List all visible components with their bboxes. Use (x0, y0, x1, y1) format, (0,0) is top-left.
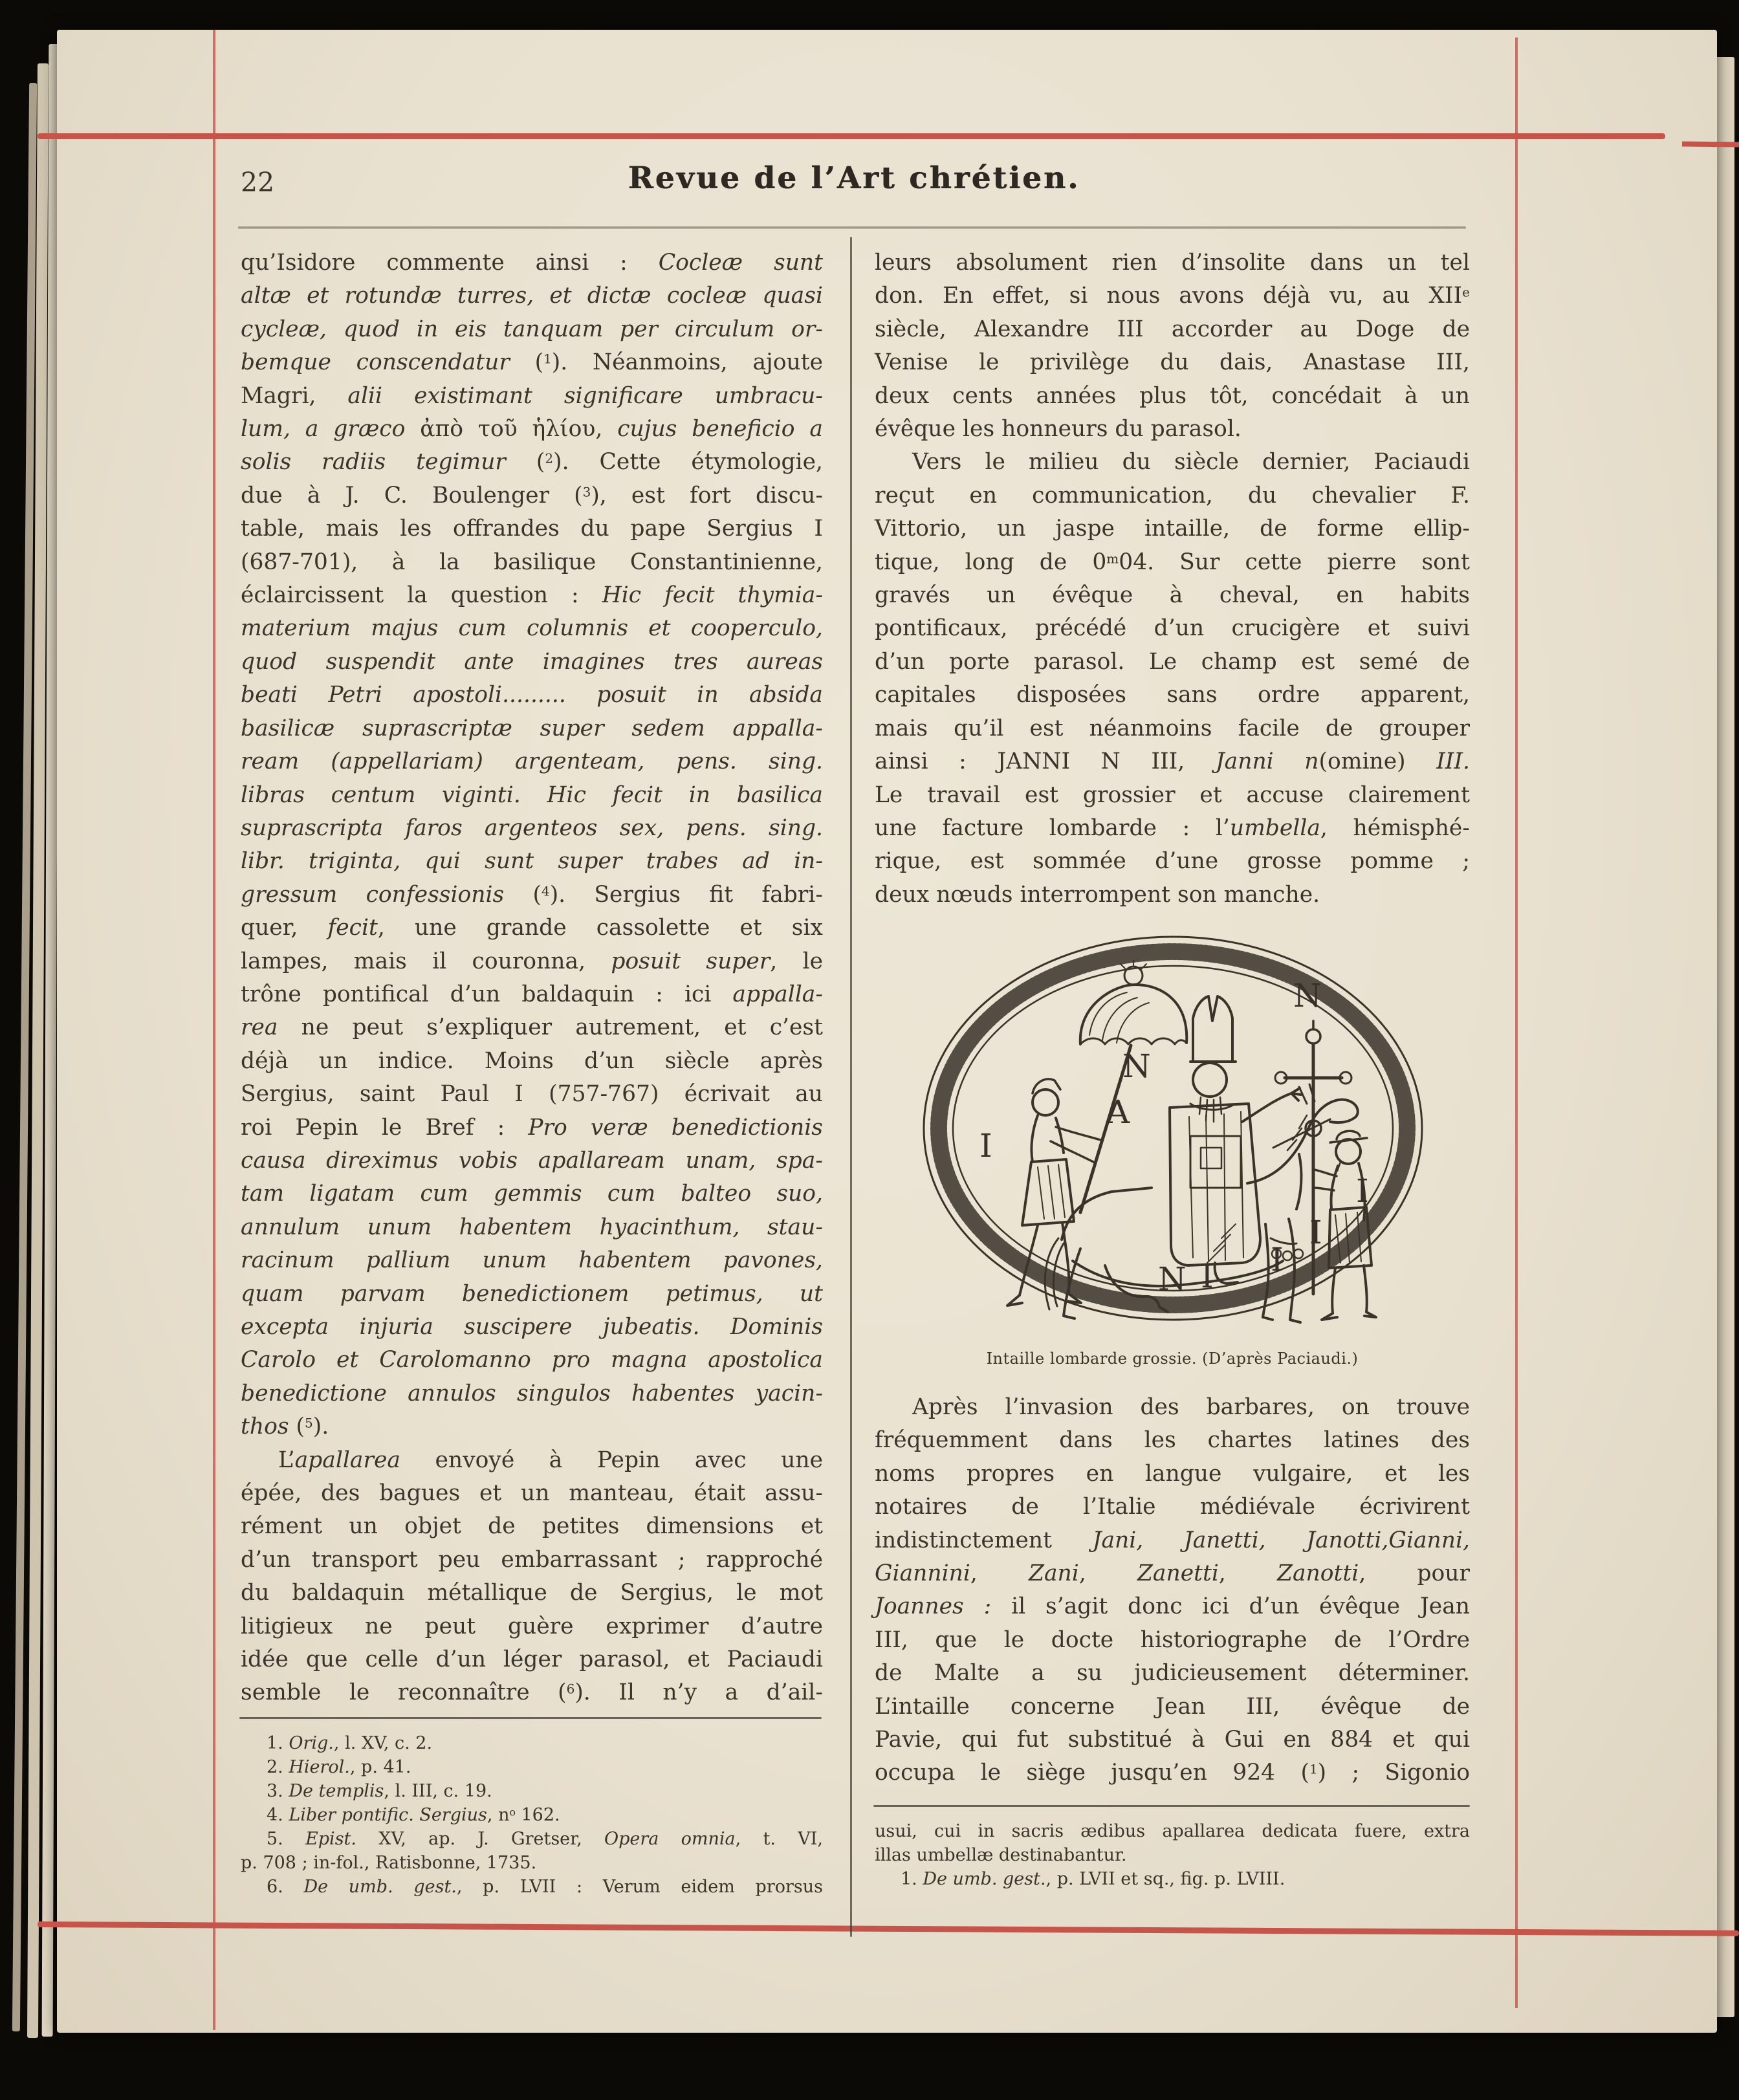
footnote-rule-right (873, 1805, 1470, 1807)
text-line: III, que le docte historiographe de l’Ordre (875, 1626, 1470, 1653)
text-line: ream (appellariam) argenteam, pens. sing. (241, 749, 823, 775)
text-line: leurs absolument rien d’insolite dans un tel (875, 250, 1470, 276)
text-line: altæ et rotundæ turres, et dictæ cocleæ quasi (241, 283, 823, 309)
text-line: 1. Orig., l. XV, c. 2. (267, 1733, 433, 1753)
text-line: pontificaux, précédé d’un crucigère et suivi (875, 615, 1470, 642)
text-line: basilicæ suprascriptæ super sedem appalla- (241, 715, 823, 741)
text-line: 1. De umb. gest., p. LVII et sq., fig. p. LVIII. (901, 1869, 1285, 1889)
text-line: causa direximus vobis apallaream unam, spa- (241, 1147, 823, 1174)
figure-caption: Intaille lombarde grossie. (D’après Paciaudi.) (986, 1350, 1359, 1368)
text-line: déjà un indice. Moins d’un siècle après (241, 1047, 823, 1074)
text-line: mais qu’il est néanmoins facile de grouper (875, 715, 1470, 741)
left-text-column (241, 246, 823, 1710)
text-line: litigieux ne peut guère exprimer d’autre (241, 1613, 823, 1639)
text-line: materium majus cum columnis et cooperculo, (241, 615, 823, 642)
text-line: rea ne peut s’expliquer autrement, et c’est (241, 1014, 823, 1041)
footnote-rule-left (239, 1717, 822, 1719)
text-line: racinum pallium unum habentem pavones, (241, 1247, 823, 1274)
text-line: éclaircissent la question : Hic fecit thymia- (241, 582, 823, 609)
text-line: occupa le siège jusqu’en 924 ($^1$) ; Sigonio (875, 1760, 1470, 1786)
text-line: indistinctement Jani, Janetti, Janotti,Gianni, (875, 1527, 1470, 1553)
text-line: siècle, Alexandre III accorder au Doge de (875, 316, 1470, 342)
text-line: suprascripta faros argenteos sex, pens. sing. (241, 815, 823, 841)
text-line: 5. Epist. XV, ap. J. Gretser, Opera omnia, t. VI, (267, 1829, 824, 1849)
text-line: fréquemment dans les chartes latines des (875, 1427, 1470, 1454)
text-line: benedictione annulos singulos habentes yacin- (241, 1380, 823, 1406)
text-line: L’intaille concerne Jean III, évêque de (875, 1693, 1470, 1720)
intaglio-letter: I (1271, 1241, 1284, 1278)
text-line: noms propres en langue vulgaire, et les (875, 1460, 1470, 1487)
text-line: trône pontifical d’un baldaquin : ici appalla- (241, 981, 823, 1007)
text-line: capitales disposées sans ordre apparent, (875, 682, 1470, 708)
intaglio-letter: I (1201, 1258, 1214, 1295)
text-line: lum, a græco ἀπὸ τοῦ ἡλίου, cujus beneficio a (241, 416, 823, 443)
text-line: excepta injuria suscipere jubeatis. Dominis (241, 1314, 823, 1340)
text-line: 2. Hierol., p. 41. (267, 1757, 411, 1777)
text-line: tam ligatam cum gemmis cum balteo suo, (241, 1181, 823, 1207)
text-line: Sergius, saint Paul I (757-767) écrivait au (241, 1081, 823, 1108)
text-line: Carolo et Carolomanno pro magna apostolica (241, 1347, 823, 1373)
text-line: deux cents années plus tôt, concédait à un (875, 382, 1470, 409)
text-line: usui, cui in sacris ædibus apallarea dedicata fuere, extra (875, 1821, 1470, 1841)
text-line: Le travail est grossier et accuse clairement (875, 782, 1470, 808)
text-line: Giannini, Zani, Zanetti, Zanotti, pour (875, 1560, 1470, 1587)
text-line: beati Petri apostoli......... posuit in absida (241, 682, 823, 708)
text-line: une facture lombarde : l’umbella, hémisphé- (875, 815, 1470, 841)
text-line: deux nœuds interrompent son manche. (875, 881, 1320, 908)
text-line: rique, est sommée d’une grosse pomme ; (875, 848, 1470, 875)
intaglio-letter: I (1309, 1214, 1322, 1251)
text-line: L’apallarea envoyé à Pepin avec une (278, 1447, 823, 1473)
text-line: évêque les honneurs du parasol. (875, 416, 1241, 443)
red-margin-line-right (1515, 38, 1518, 2008)
journal-title: Revue de l’Art chrétien. (628, 160, 1080, 196)
text-line: Venise le privilège du dais, Anastase III, (875, 349, 1470, 376)
intaglio-letter: N (1158, 1260, 1187, 1298)
text-line: notaires de l’Italie médiévale écrivirent (875, 1494, 1470, 1520)
text-line: cycleæ, quod in eis tanquam per circulum or- (241, 316, 823, 342)
text-line: bemque conscendatur ($^1$). Néanmoins, ajoute (241, 349, 824, 376)
header-rule (238, 226, 1466, 228)
red-margin-line-top-edge (1682, 142, 1739, 148)
right-text-column-upper (875, 246, 1470, 912)
text-line: quer, fecit, une grande cassolette et six (241, 915, 823, 941)
text-line: semble le reconnaître ($^6$). Il n’y a d’ail- (241, 1679, 823, 1706)
text-line: idée que celle d’un léger parasol, et Paciaudi (241, 1646, 823, 1673)
text-line: table, mais les offrandes du pape Sergius I (241, 516, 823, 542)
text-line: d’un porte parasol. Le champ est semé de (875, 648, 1470, 675)
text-line: Magri, alii existimant significare umbracu- (241, 382, 823, 409)
text-line: p. 708 ; in-fol., Ratisbonne, 1735. (241, 1853, 537, 1873)
text-line: lampes, mais il couronna, posuit super, le (241, 948, 824, 974)
text-line: thos ($^5$). (241, 1414, 329, 1440)
intaglio-letter: I (1356, 1172, 1369, 1210)
text-line: du baldaquin métallique de Sergius, le mot (241, 1580, 823, 1606)
right-text-column-lower (875, 1391, 1470, 1790)
text-line: gressum confessionis ($^4$). Sergius fit fabri- (241, 881, 823, 908)
text-line: gravés un évêque à cheval, en habits (875, 582, 1470, 609)
intaglio-letter: I (979, 1127, 992, 1165)
text-line: quod suspendit ante imagines tres aureas (241, 648, 823, 675)
intaglio-figure (911, 934, 1435, 1343)
intaglio-letter: N (1122, 1047, 1151, 1085)
red-margin-line-top (38, 133, 1665, 139)
text-line: Après l’invasion des barbares, on trouve (912, 1394, 1470, 1420)
text-line: 6. De umb. gest., p. LVII : Verum eidem prorsus (267, 1877, 824, 1897)
red-margin-line-left (213, 30, 215, 2030)
right-footnotes (875, 1819, 1470, 1891)
text-line: roi Pepin le Bref : Pro veræ benedictionis (241, 1114, 823, 1141)
text-line: 3. De templis, l. III, c. 19. (267, 1781, 492, 1801)
text-line: annulum unum habentem hyacinthum, stau- (241, 1214, 823, 1240)
intaglio-letter: N (1293, 977, 1322, 1014)
text-line: rément un objet de petites dimensions et (241, 1513, 823, 1540)
text-line: libras centum viginti. Hic fecit in basilica (241, 782, 823, 808)
text-line: reçut en communication, du chevalier F. (875, 482, 1470, 509)
text-line: qu’Isidore commente ainsi : Cocleæ sunt (241, 250, 823, 276)
cross-bearer-illustration (1314, 1131, 1376, 1320)
text-line: épée, des bagues et un manteau, était assu- (241, 1480, 823, 1507)
text-line: Vittorio, un jaspe intaille, de forme ellip- (875, 516, 1470, 542)
intaglio-letters (979, 977, 1369, 1298)
text-line: solis radiis tegimur ($^2$). Cette étymologie, (241, 449, 823, 476)
text-line: (687-701), à la basilique Constantinienne, (241, 549, 823, 575)
text-line: Pavie, qui fut substitué à Gui en 884 et qui (875, 1727, 1470, 1753)
intaglio-letter: A (1106, 1093, 1130, 1131)
text-line: d’un transport peu embarrassant ; rapproché (241, 1546, 823, 1573)
text-line: Joannes : il s’agit donc ici d’un évêque Jean (875, 1593, 1470, 1620)
text-line: due à J. C. Boulenger ($^3$), est fort discu- (241, 482, 824, 509)
text-line: ainsi : JANNI N III, Janni n(omine) III. (875, 749, 1471, 775)
column-divider-rule (850, 237, 852, 1937)
text-line: Vers le milieu du siècle dernier, Paciaudi (912, 449, 1470, 476)
text-line: libr. triginta, qui sunt super trabes ad in- (241, 848, 823, 875)
text-line: tique, long de 0$^m$04. Sur cette pierre sont (875, 549, 1471, 575)
page-number: 22 (241, 167, 275, 198)
text-line: illas umbellæ destinabantur. (875, 1845, 1127, 1865)
text-line: quam parvam benedictionem petimus, ut (241, 1280, 823, 1307)
text-line: 4. Liber pontific. Sergius, $n^o$ 162. (267, 1805, 560, 1825)
left-footnotes (241, 1731, 823, 1899)
text-line: don. En effet, si nous avons déjà vu, au XIIe (875, 283, 1470, 309)
text-line: de Malte a su judicieusement déterminer. (875, 1660, 1470, 1687)
